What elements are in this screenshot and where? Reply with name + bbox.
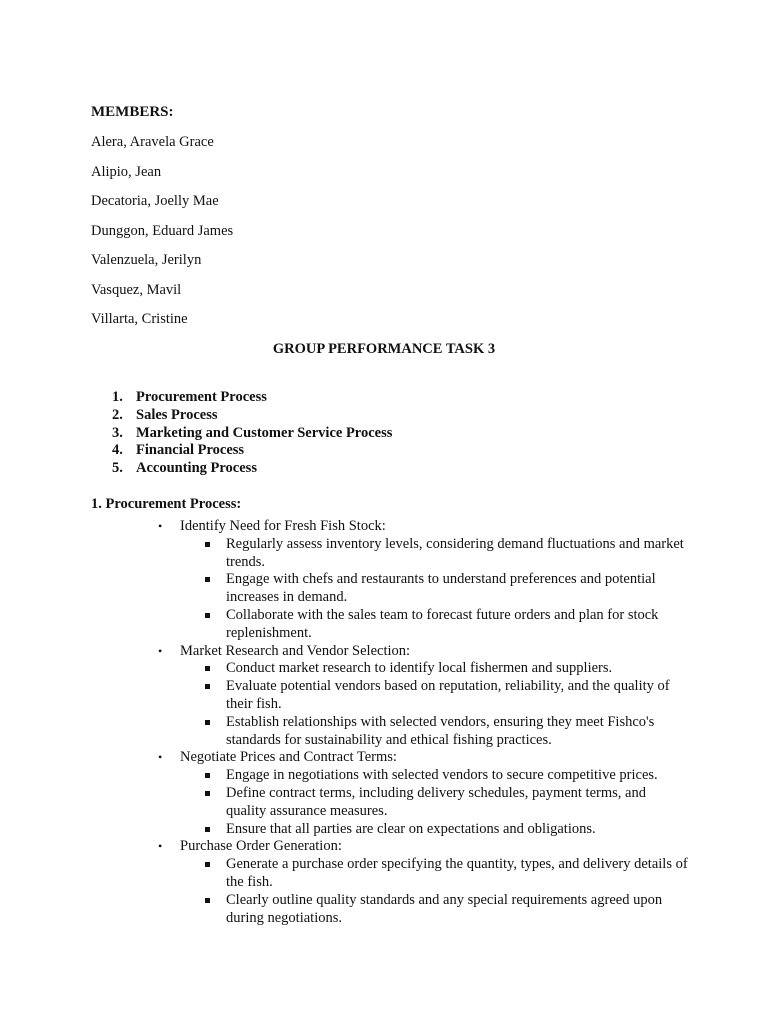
step-sublist xyxy=(180,536,688,643)
sub-item-text: Define contract terms, including delivery schedules, payment terms, and quality assurance measures. xyxy=(226,784,646,819)
step-item xyxy=(158,838,688,927)
sub-item xyxy=(180,714,688,750)
bullet-icon: • xyxy=(158,519,163,533)
member-name: Villarta, Cristine xyxy=(91,311,188,327)
square-bullet-icon xyxy=(205,862,210,867)
process-item xyxy=(112,407,392,425)
sub-item xyxy=(180,785,688,821)
square-bullet-icon xyxy=(205,684,210,689)
step-item xyxy=(158,643,688,750)
step-title: Identify Need for Fresh Fish Stock: xyxy=(180,518,386,534)
sub-item xyxy=(180,821,688,839)
square-bullet-icon xyxy=(205,773,210,778)
procurement-outline xyxy=(158,518,688,927)
square-bullet-icon xyxy=(205,542,210,547)
members-heading: MEMBERS: xyxy=(91,104,174,120)
step-sublist xyxy=(180,660,688,749)
square-bullet-icon xyxy=(205,791,210,796)
process-item xyxy=(112,442,392,460)
process-number: 2. xyxy=(112,406,123,423)
step-title: Market Research and Vendor Selection: xyxy=(180,642,411,659)
square-bullet-icon xyxy=(205,898,210,903)
square-bullet-icon xyxy=(205,720,210,725)
process-label: Procurement Process xyxy=(136,389,267,405)
sub-item-text: Collaborate with the sales team to forecast future orders and plan for stock replenishment. xyxy=(226,606,659,641)
step-item xyxy=(158,749,688,838)
process-number: 4. xyxy=(112,442,123,459)
sub-item-text: Engage with chefs and restaurants to understand preferences and potential increases in demand. xyxy=(226,571,656,606)
step-title: Negotiate Prices and Contract Terms: xyxy=(180,749,397,766)
square-bullet-icon xyxy=(205,827,210,832)
process-item xyxy=(112,389,392,407)
square-bullet-icon xyxy=(205,577,210,582)
process-label: Accounting Process xyxy=(136,460,257,477)
process-item xyxy=(112,460,392,478)
bullet-icon: • xyxy=(158,839,163,854)
sub-item-text: Establish relationships with selected vendors, ensuring they meet Fishco's standards for sustainability and ethical fishing practices. xyxy=(226,713,655,748)
bullet-icon: • xyxy=(158,643,163,658)
sub-item-text: Ensure that all parties are clear on expectations and obligations. xyxy=(226,820,596,837)
bullet-icon: • xyxy=(158,750,163,765)
task-title: GROUP PERFORMANCE TASK 3 xyxy=(272,341,496,357)
process-number: 3. xyxy=(112,424,123,441)
member-name: Decatoria, Joelly Mae xyxy=(91,193,219,209)
square-bullet-icon xyxy=(205,613,210,618)
step-sublist xyxy=(180,856,688,927)
process-label: Marketing and Customer Service Process xyxy=(136,424,393,441)
sub-item xyxy=(180,678,688,714)
member-name: Vasquez, Mavil xyxy=(91,282,182,298)
sub-item xyxy=(180,607,688,643)
process-item xyxy=(112,425,392,443)
process-label: Financial Process xyxy=(136,442,245,459)
member-name: Alipio, Jean xyxy=(91,164,162,180)
sub-item-text: Engage in negotiations with selected vendors to secure competitive prices. xyxy=(226,767,658,784)
sub-item xyxy=(180,856,688,892)
step-sublist xyxy=(180,767,688,838)
process-number: 5. xyxy=(112,460,123,477)
member-name: Dunggon, Eduard James xyxy=(91,223,234,239)
sub-item xyxy=(180,536,688,572)
sub-item-text: Regularly assess inventory levels, considering demand fluctuations and market trends. xyxy=(226,535,684,570)
member-name: Valenzuela, Jerilyn xyxy=(91,252,202,268)
process-number: 1. xyxy=(112,389,123,405)
sub-item-text: Generate a purchase order specifying the quantity, types, and delivery details of the fish. xyxy=(226,856,688,890)
square-bullet-icon xyxy=(205,666,210,671)
process-list xyxy=(112,389,392,478)
sub-item xyxy=(180,660,688,678)
section-heading: 1. Procurement Process: xyxy=(91,496,242,512)
member-name: Alera, Aravela Grace xyxy=(91,134,214,150)
process-label: Sales Process xyxy=(136,406,218,423)
sub-item xyxy=(180,767,688,785)
sub-item-text: Evaluate potential vendors based on reputation, reliability, and the quality of their fish. xyxy=(226,678,670,712)
step-title: Purchase Order Generation: xyxy=(180,838,342,855)
sub-item-text: Clearly outline quality standards and any special requirements agreed upon during negotiations. xyxy=(226,891,663,926)
sub-item xyxy=(180,571,688,607)
sub-item xyxy=(180,892,688,928)
sub-item-text: Conduct market research to identify local fishermen and suppliers. xyxy=(226,660,613,677)
step-item xyxy=(158,518,688,643)
